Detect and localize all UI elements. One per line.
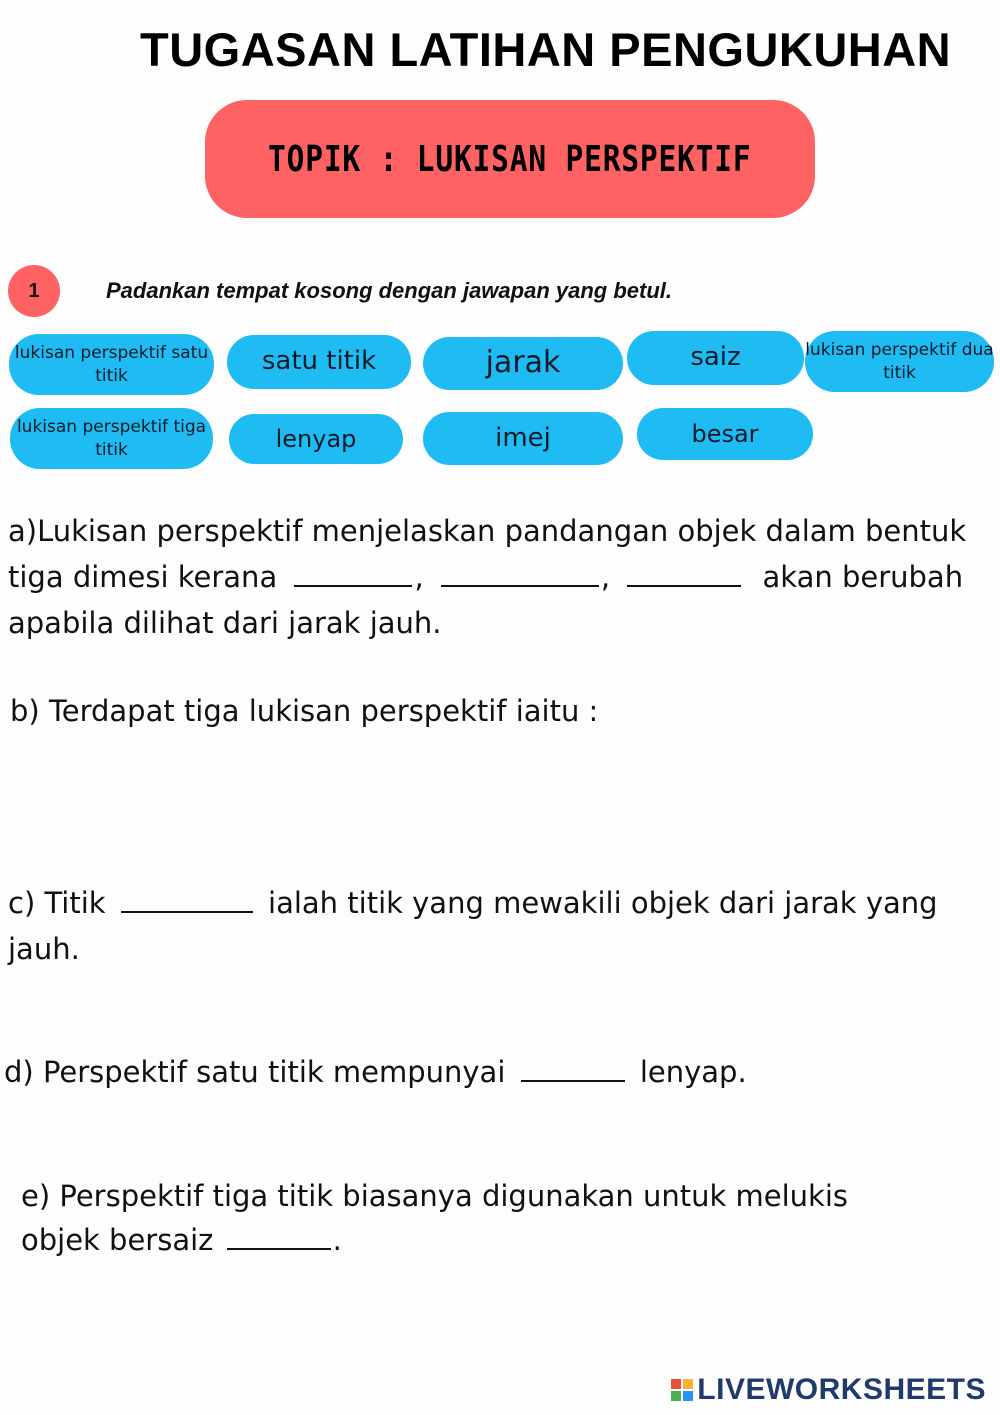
answer-chip-lenyap[interactable]: lenyap xyxy=(229,414,403,464)
question-e-line2 xyxy=(21,1217,342,1263)
question-a-text-end: akan berubah xyxy=(762,560,964,594)
question-c-line2: jauh. xyxy=(8,932,80,966)
question-d-text-end: lenyap. xyxy=(639,1055,747,1089)
question-a-line1: a)Lukisan perspektif menjelaskan pandangan objek dalam bentuk xyxy=(8,514,967,548)
worksheet-title: TUGASAN LATIHAN PENGUKUHAN xyxy=(140,23,952,76)
blank-a1[interactable] xyxy=(294,561,412,587)
answer-chip-lukisan-perspektif-dua-titik[interactable]: lukisan perspektif dua titik xyxy=(805,331,994,392)
answer-chip-lukisan-perspektif-satu-titik[interactable]: lukisan perspektif satu titik xyxy=(9,334,214,395)
blank-a3[interactable] xyxy=(627,561,741,587)
answer-chip-lukisan-perspektif-tiga-titik[interactable]: lukisan perspektif tiga titik xyxy=(10,408,213,469)
answer-chip-imej[interactable]: imej xyxy=(423,412,623,465)
topic-banner xyxy=(205,100,815,218)
blank-e[interactable] xyxy=(227,1224,331,1250)
question-d-text-start: d) Perspektif satu titik mempunyai xyxy=(4,1055,506,1089)
answer-chip-jarak[interactable]: jarak xyxy=(423,337,623,390)
answer-chip-saiz[interactable]: saiz xyxy=(627,331,804,385)
question-e-text-start: objek bersaiz xyxy=(21,1223,214,1257)
logo-text: LIVEWORKSHEETS xyxy=(697,1373,986,1406)
question-number-badge: 1 xyxy=(8,265,60,317)
question-d xyxy=(4,1049,747,1095)
answer-chip-besar[interactable]: besar xyxy=(637,408,813,460)
question-e-text-end: . xyxy=(332,1223,342,1257)
question-a-line3: apabila dilihat dari jarak jauh. xyxy=(8,606,442,640)
liveworksheets-logo xyxy=(671,1373,986,1407)
question-a-line2 xyxy=(8,554,963,600)
question-instruction: Padankan tempat kosong dengan jawapan yang betul. xyxy=(106,278,672,303)
blank-a2[interactable] xyxy=(441,561,599,587)
topic-text: TOPIK : LUKISAN PERSPEKTIF xyxy=(268,138,752,180)
question-c-line1 xyxy=(8,880,938,926)
blank-d[interactable] xyxy=(521,1056,625,1082)
question-c-text-end: ialah titik yang mewakili objek dari jarak yang xyxy=(268,886,938,920)
question-a-sep2: , xyxy=(600,560,611,594)
question-c-text-start: c) Titik xyxy=(8,886,106,920)
logo-grid-icon xyxy=(671,1379,693,1401)
question-a-sep1: , xyxy=(414,560,424,594)
answer-chip-satu-titik[interactable]: satu titik xyxy=(227,335,411,389)
question-a-text-start: tiga dimesi kerana xyxy=(8,560,278,594)
question-b: b) Terdapat tiga lukisan perspektif iaitu : xyxy=(10,694,599,728)
blank-c[interactable] xyxy=(121,887,253,913)
question-e-line1: e) Perspektif tiga titik biasanya digunakan untuk melukis xyxy=(21,1179,849,1213)
